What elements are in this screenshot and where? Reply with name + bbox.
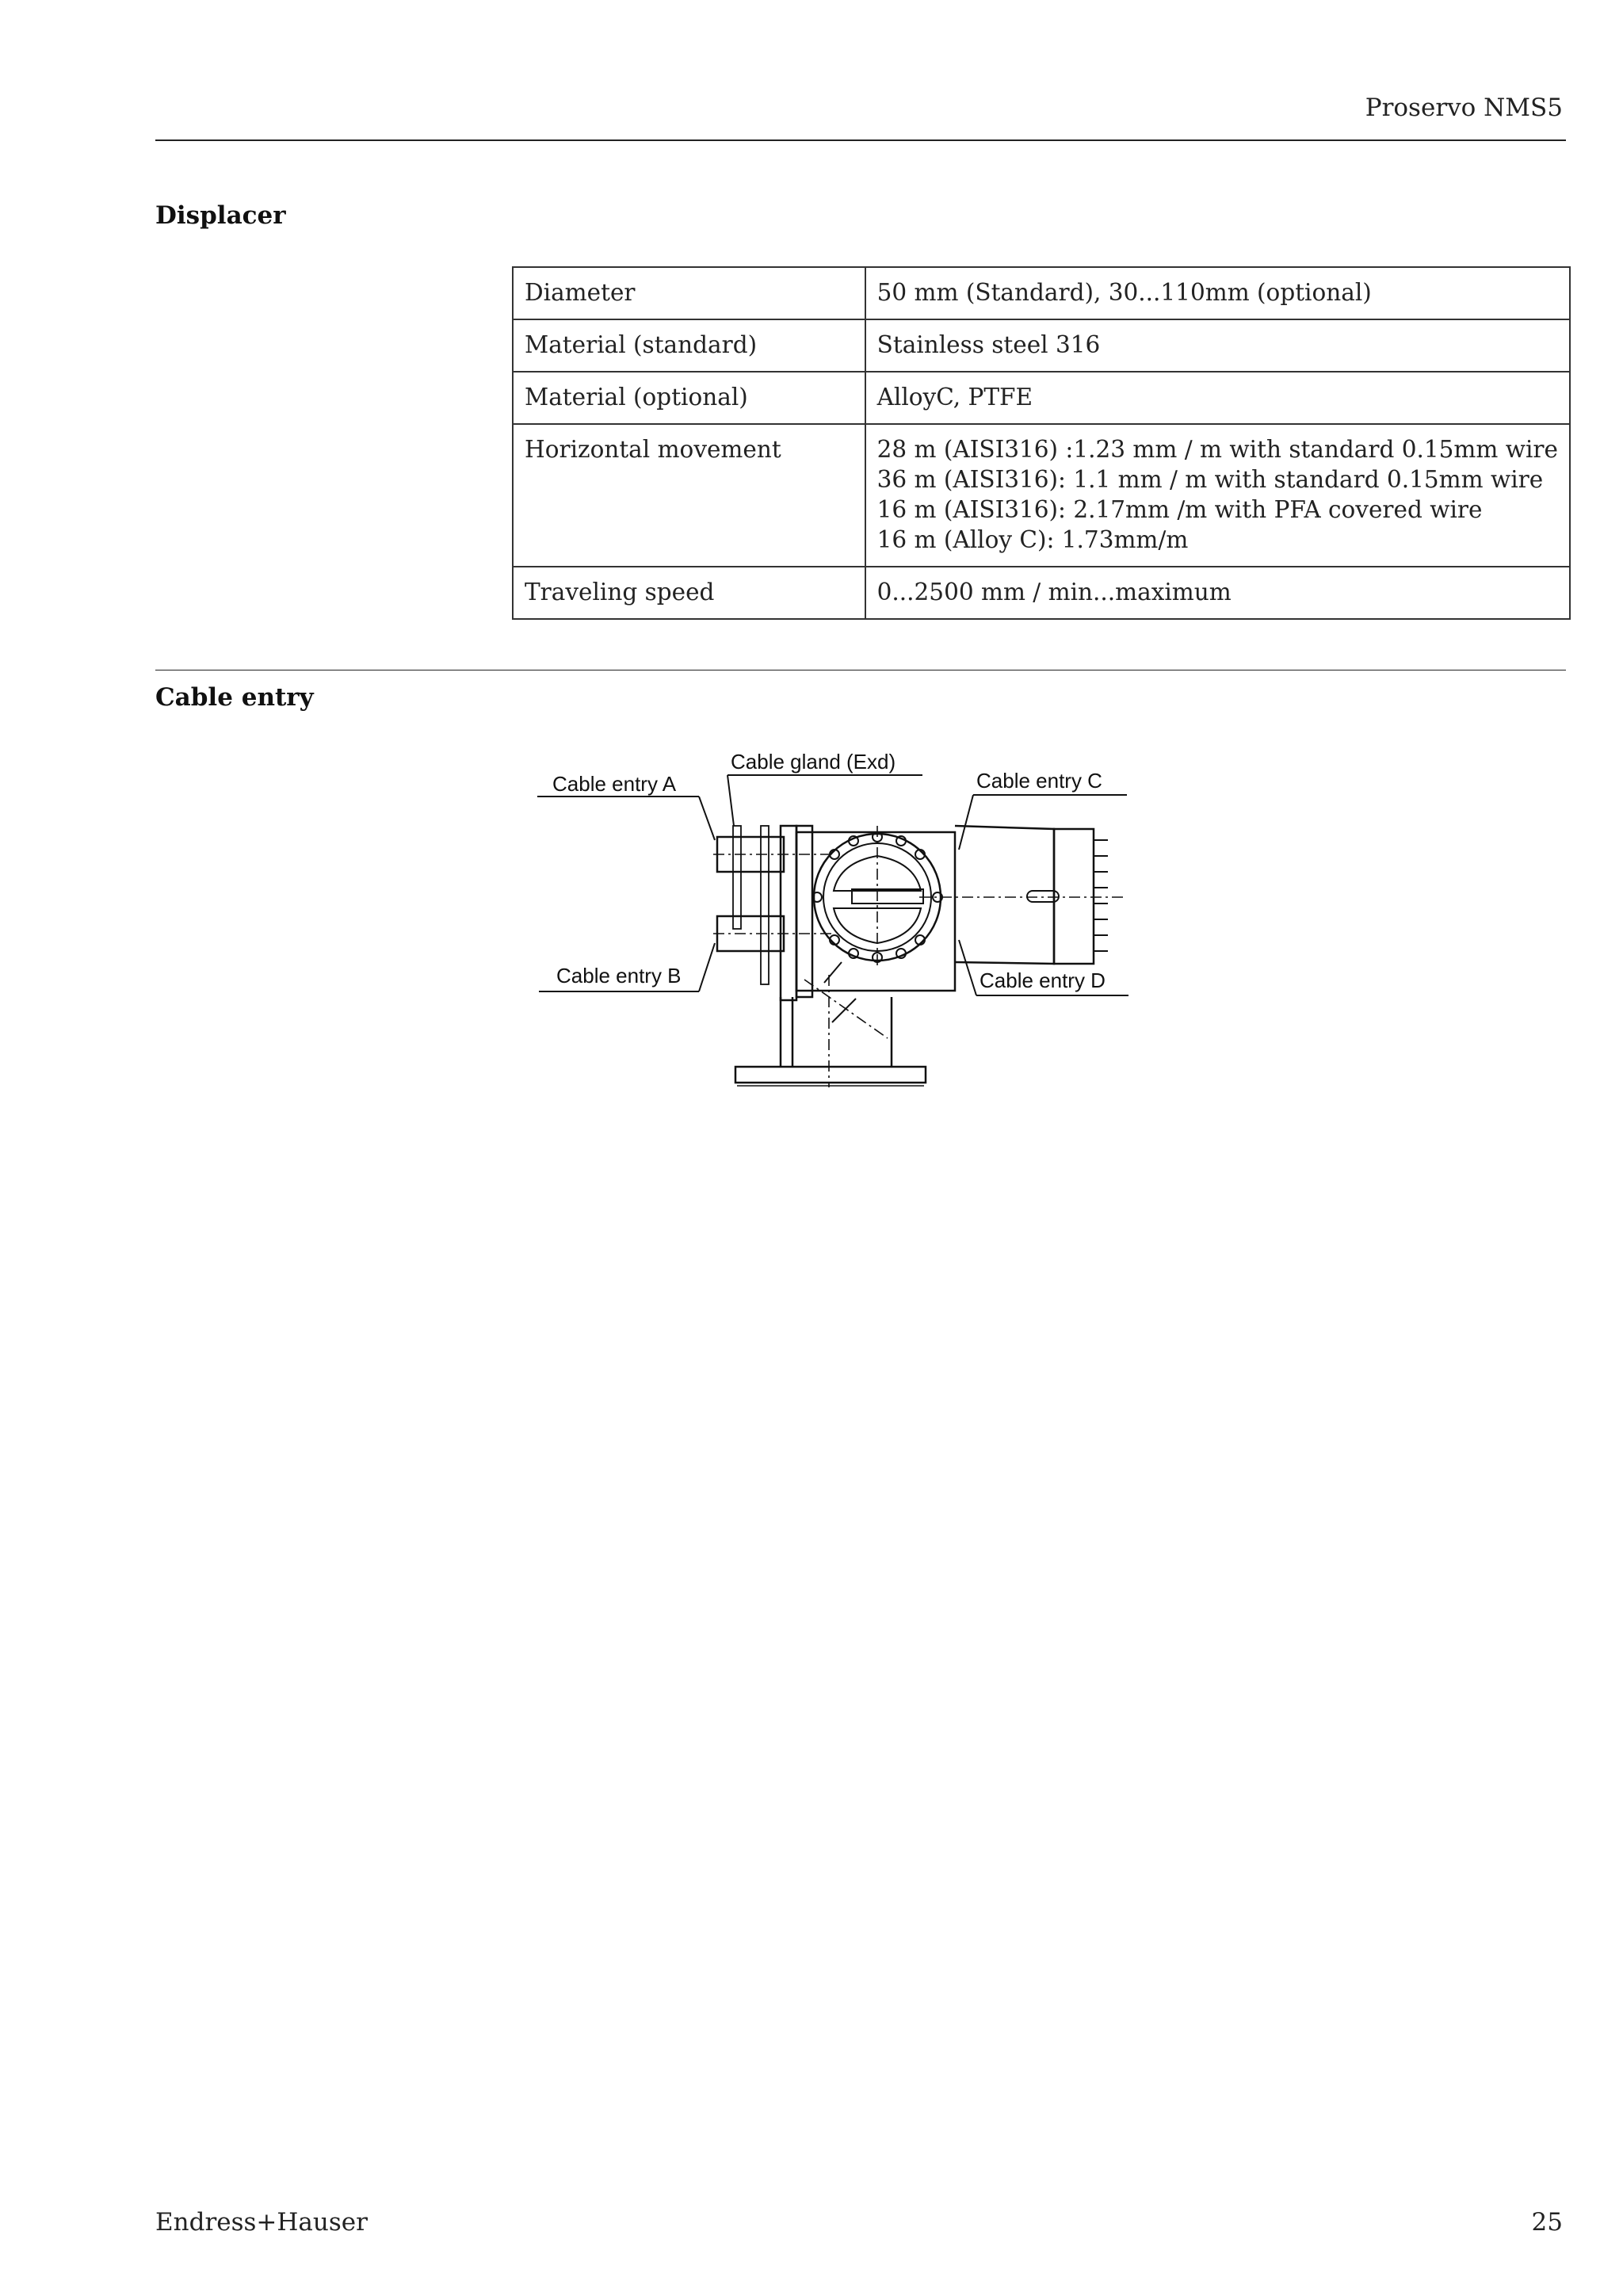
drum-housing [955,826,1108,964]
spec-label: Material (optional) [513,372,865,424]
section-heading-displacer: Displacer [155,201,286,230]
spec-value-line: 36 m (AISI316): 1.1 mm / m with standard 0.15mm wire [876,466,1544,493]
center-lines [713,826,1124,1087]
spec-value-line: 0...2500 mm / min...maximum [876,579,1232,606]
section-heading-cable-entry: Cable entry [155,683,314,712]
spec-label: Traveling speed [513,567,865,619]
header-product-title: Proservo NMS5 [1365,94,1563,122]
spec-value [865,267,1570,319]
label-cable-gland: Cable gland (Exd) [731,750,896,774]
table-row [513,319,1570,372]
spec-value-line: 50 mm (Standard), 30...110mm (optional) [876,279,1372,306]
mounting-flange [735,962,926,1086]
leader-lines [537,775,1128,995]
footer-brand: Endress+Hauser [155,2208,368,2237]
displacer-spec-table [512,266,1571,620]
spec-label: Material (standard) [513,319,865,372]
label-cable-entry-a: Cable entry A [552,772,677,796]
label-cable-entry-d: Cable entry D [980,968,1106,992]
header-rule [155,139,1566,141]
label-cable-entry-c: Cable entry C [976,769,1102,793]
main-housing [796,826,955,997]
label-cable-entry-b: Cable entry B [556,964,682,988]
spec-value-line: AlloyC, PTFE [876,384,1033,411]
cable-entries-left [717,826,796,1000]
table-row [513,567,1570,619]
spec-value-line: 16 m (AISI316): 2.17mm /m with PFA covered wire [876,496,1483,523]
spec-value [865,424,1570,567]
spec-value-line: 16 m (Alloy C): 1.73mm/m [876,526,1189,553]
table-row [513,267,1570,319]
table-row [513,372,1570,424]
cable-entry-diagram [531,745,1133,1094]
spec-label: Horizontal movement [513,424,865,567]
spec-value-line: 28 m (AISI316) :1.23 mm / m with standard 0.15mm wire [876,436,1558,463]
spec-value-line: Stainless steel 316 [876,331,1101,358]
page-number: 25 [1531,2208,1563,2237]
spec-value [865,319,1570,372]
spec-value [865,567,1570,619]
spec-label: Diameter [513,267,865,319]
table-row [513,424,1570,567]
spec-value [865,372,1570,424]
